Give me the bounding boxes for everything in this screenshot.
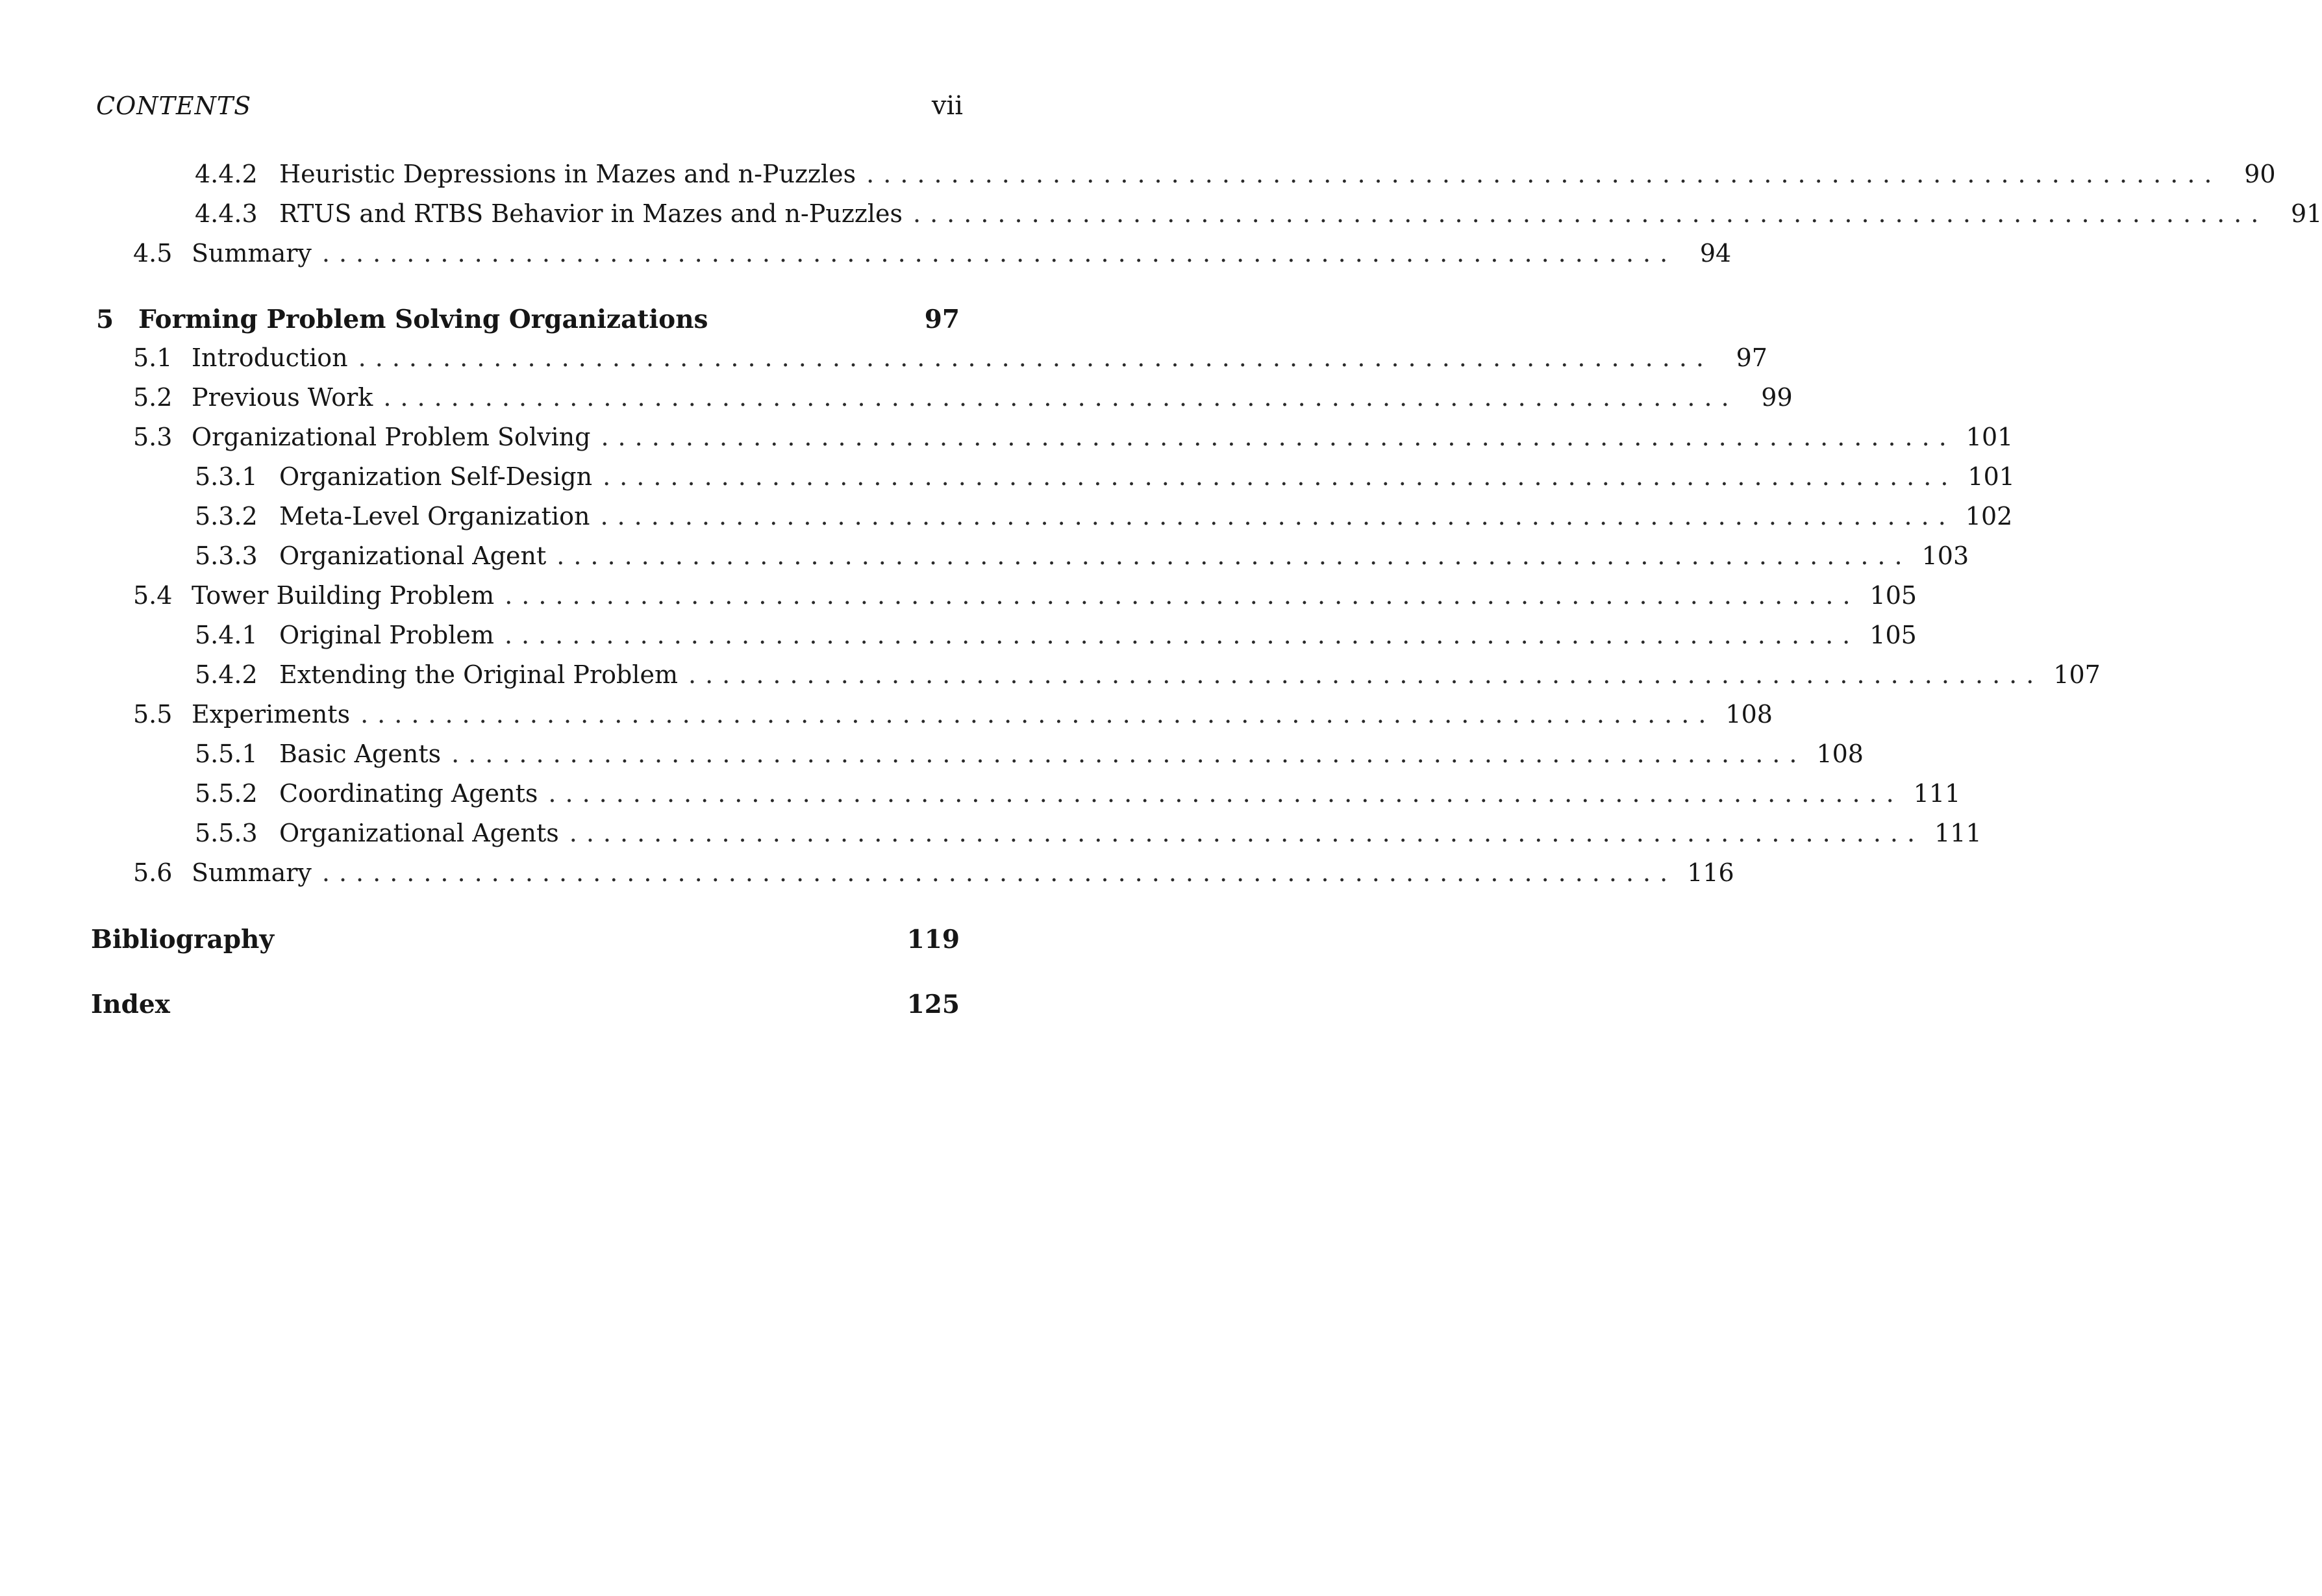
table-of-contents [91,160,2322,1029]
toc-entry-title: Experiments [192,700,351,729]
toc-entry-page: 105 [1869,581,1917,610]
toc-entry-page: 111 [1934,819,1982,847]
toc-entry-number: 5.3.3 [195,542,258,570]
toc-entry-page: 116 [1687,858,1734,887]
toc-entry-title: Organizational Problem Solving [192,423,591,451]
toc-dot-leader: ................................................................................ [504,621,1860,649]
toc-entry[interactable] [91,199,2322,239]
toc-entry-title: Organizational Agents [279,819,559,847]
toc-dot-leader: ................................................................................ [383,383,1738,412]
toc-dot-leader: ................................................................................ [321,239,1677,268]
toc-dot-leader: ................................................................................ [601,423,1956,451]
toc-entry-page: 91 [2290,199,2322,228]
toc-chapter-number: 5 [96,305,114,334]
toc-entry[interactable] [91,343,1767,383]
toc-index-page: 125 [906,990,960,1019]
toc-entry-page: 103 [1921,542,1969,570]
toc-entry-page: 99 [1761,383,1793,412]
toc-entry[interactable] [91,462,2015,502]
toc-entry-page: 94 [1699,239,1732,268]
toc-entry[interactable] [91,383,1793,423]
toc-entry[interactable] [91,581,1917,621]
toc-dot-leader: ................................................................................ [548,779,1903,808]
toc-entry-title: Organizational Agent [279,542,547,570]
toc-entry-number: 5.6 [133,858,173,887]
toc-dot-leader: ................................................................................ [688,660,2043,689]
toc-dot-leader: ................................................................................ [556,542,1912,570]
toc-entry-number: 4.5 [133,239,173,268]
toc-entry-title: Meta-Level Organization [279,502,590,530]
toc-entry[interactable] [91,858,1734,898]
toc-chapter-title: Forming Problem Solving Organizations [138,305,708,334]
toc-entry-page: 108 [1725,700,1773,729]
toc-entry-page: 101 [1966,423,2014,451]
toc-entry-page: 102 [1965,502,2013,530]
toc-entry-number: 5.5.3 [195,819,258,847]
toc-section-5-entries [91,343,2101,898]
toc-chapter-5[interactable] [91,305,960,343]
toc-entry-number: 5.1 [133,343,173,372]
toc-dot-leader: ................................................................................ [358,343,1713,372]
running-head [96,91,963,125]
toc-dot-leader: ................................................................................ [866,160,2221,188]
toc-entry[interactable] [91,423,2014,462]
toc-entry-number: 5.3 [133,423,173,451]
toc-entry-title: Basic Agents [279,740,442,768]
toc-entry-title: Summary [192,239,312,268]
toc-entry[interactable] [91,740,1864,779]
toc-entry-title: Extending the Original Problem [279,660,678,689]
toc-entry-title: Original Problem [279,621,494,649]
toc-entry-title: Coordinating Agents [279,779,538,808]
toc-entry[interactable] [91,502,2013,542]
running-head-page-number: vii [931,91,963,121]
toc-entry[interactable] [91,819,1982,858]
toc-entry[interactable] [91,160,2276,199]
toc-entry-title: Heuristic Depressions in Mazes and n-Puzzles [279,160,856,188]
toc-entry-title: Previous Work [192,383,373,412]
toc-entry[interactable] [91,542,1969,581]
toc-entry-page: 111 [1913,779,1961,808]
toc-entry-title: RTUS and RTBS Behavior in Mazes and n-Puzzles [279,199,903,228]
toc-entry-number: 4.4.2 [195,160,258,188]
toc-entry-number: 5.4.1 [195,621,258,649]
toc-entry-number: 5.3.1 [195,462,258,491]
toc-dot-leader: ................................................................................ [451,740,1806,768]
toc-entry-page: 105 [1869,621,1917,649]
toc-entry-number: 5.4.2 [195,660,258,689]
toc-entry-title: Introduction [192,343,348,372]
toc-section-4-entries [91,160,2322,279]
toc-dot-leader: ................................................................................ [913,199,2268,228]
toc-chapter-page: 97 [924,305,960,334]
toc-entry-page: 107 [2053,660,2101,689]
toc-entry-page: 108 [1816,740,1864,768]
toc-entry-number: 5.5.2 [195,779,258,808]
toc-index-title: Index [91,990,170,1019]
toc-dot-leader: ................................................................................ [603,462,1958,491]
toc-entry[interactable] [91,239,1732,279]
toc-entry[interactable] [91,779,1961,819]
toc-entry[interactable] [91,660,2101,700]
toc-entry-page: 101 [1967,462,2015,491]
toc-bibliography-title: Bibliography [91,925,275,954]
toc-entry-number: 5.4 [133,581,173,610]
toc-entry-title: Summary [192,858,312,887]
toc-entry-number: 4.4.3 [195,199,258,228]
toc-entry-page: 97 [1736,343,1767,372]
toc-dot-leader: ................................................................................ [569,819,1925,847]
toc-dot-leader: ................................................................................ [505,581,1860,610]
toc-dot-leader: ................................................................................ [321,858,1677,887]
toc-entry-number: 5.5.1 [195,740,258,768]
toc-entry-number: 5.2 [133,383,173,412]
toc-entry-number: 5.3.2 [195,502,258,530]
toc-entry-page: 90 [2244,160,2276,188]
toc-entry[interactable] [91,621,1917,660]
running-head-title: CONTENTS [96,92,252,120]
toc-bibliography[interactable] [91,925,960,964]
toc-entry[interactable] [91,700,1773,740]
toc-entry-title: Organization Self-Design [279,462,593,491]
toc-dot-leader: ................................................................................ [600,502,1955,530]
toc-bibliography-page: 119 [906,925,960,954]
toc-entry-number: 5.5 [133,700,173,729]
toc-dot-leader: ................................................................................ [360,700,1716,729]
toc-index[interactable] [91,990,960,1029]
toc-entry-title: Tower Building Problem [192,581,495,610]
